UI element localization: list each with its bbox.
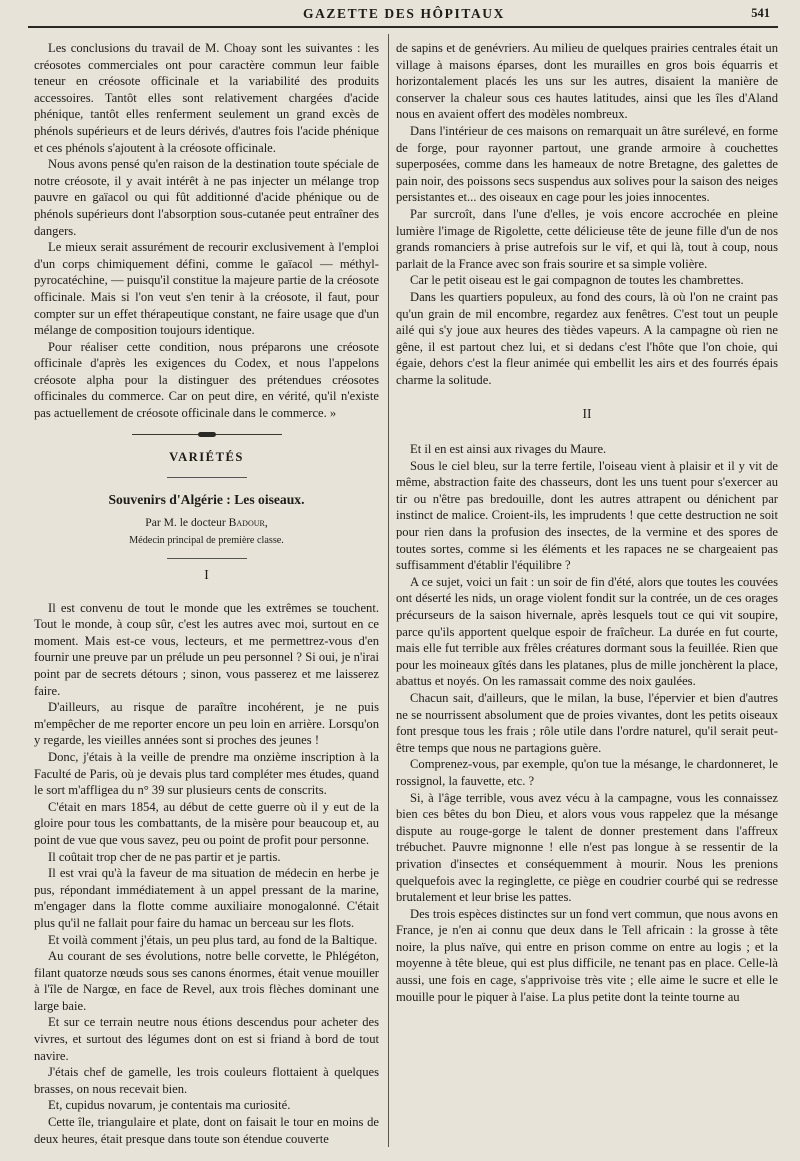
paragraph: Dans l'intérieur de ces maisons on remarquait un âtre surélevé, en forme de forge, pour rayonner partout, une grande armoire à couchettes superposées, comme dans les hameaux de notre Bretagne, des galettes de pain noir, des poissons secs suspendus aux solives pour la saison des neiges persistantes et... des oiseaux en cage pour les joies innocentes.: [396, 123, 778, 205]
paragraph: Au courant de ses évolutions, notre belle corvette, le Phlégéton, filant quatorze nœuds sous ses canons énormes, était venue mouiller à l'île de Nargœ, en face de Revel, aux trois flèches dominant une large baie.: [34, 949, 379, 1013]
paragraph: D'ailleurs, au risque de paraître incohérent, je ne puis m'empêcher de me reporter encore un peu loin en arrière. Lorsqu'on y regarde, les vieilles années sont si proches des jeunes !: [34, 700, 379, 748]
paragraph: Il est convenu de tout le monde que les extrêmes se touchent. Tout le monde, à coup sûr, c'est les autres avec moi, surtout en ce moment. Mais est-ce vous, lecteurs, et me permettrez-vous d'en fournir une preuve par un prélude un peu personnel ? Si oui, je n'irai point par de secrets détours ; sinon, vous passerez et me laisserez faire.: [34, 600, 379, 698]
page-number: 541: [751, 6, 770, 20]
paragraph: Le mieux serait assurément de recourir exclusivement à l'emploi d'un corps chimiquement défini, comme le gaïacol — méthyl-pyrocatéchine, — puisqu'il constitue la majeure partie de la créosote officinale. Mais si l'on veut s'en tenir à la créosote, il faut, pour compter sur un effet thérapeutique constant, ne faire usage que d'un mélange de composition toujours identique.: [34, 240, 379, 338]
paragraph: Il coûtait trop cher de ne pas partir et je partis.: [48, 849, 281, 864]
title-rule: [167, 558, 247, 559]
paragraph: Sous le ciel bleu, sur la terre fertile, l'oiseau vient à plaisir et il y vit de même, abstraction faite des chasseurs, dont les uns tuent pour s'exercer au tir ou n'être pas bredouille, dont les autres attrapent ou dénichent par instinct de malice. Croient-ils, les imprudents ! que cette destruction ne soit pour rien dans la profusion des insectes, de la vermine et des spores de toutes sortes, comme si les éléments et les rapaces ne se chargeaient pas suffisamment d'établir l'équilibre ?: [396, 458, 778, 573]
paragraph: Il est vrai qu'à la faveur de ma situation de médecin en herbe je pus, répondant immédiatement à un appel pressant de la marine, m'engager dans la flotte comme auxiliaire monogalonné. C'était plus qu'il ne fallait pour faire du hamac un berceau sur les flots.: [34, 866, 379, 930]
author-affiliation: Médecin principal de première classe.: [129, 535, 284, 547]
chapter-number: I: [204, 567, 209, 583]
paragraph: Les conclusions du travail de M. Choay sont les suivantes : les créosotes commerciales ont pour caractère commun leur faible teneur en créosote officinale et la variabilité des produits accessoires. Tantôt elles sont relativement chargées d'acide phénique, tantôt elles renferment seulement un grand excès de phénols supérieurs et de leurs dérivés, d'autres fois l'acide phénique et ces phénols s'ajoutent à la créosote officinale.: [34, 41, 379, 155]
left-column: [34, 40, 379, 1151]
paragraph: Et sur ce terrain neutre nous étions descendus pour acheter des vivres, et surtout des légumes dont on est si friand à bord de tout navire.: [34, 1015, 379, 1063]
chapter-number: II: [582, 406, 592, 422]
paragraph: Donc, j'étais à la veille de prendre ma onzième inscription à la Faculté de Paris, où je devais plus tard compléter mes études, quand le sort m'affligea du n° 39 sur plusieurs cents de conscrits.: [34, 749, 379, 798]
paragraph: Et il en est ainsi aux rivages du Maure.: [410, 442, 607, 457]
author-name: Badour,: [228, 515, 268, 529]
byline-prefix: Par M. le docteur: [145, 515, 226, 529]
page-header: [28, 2, 780, 28]
header-rule: [28, 26, 778, 28]
paragraph: de sapins et de genévriers. Au milieu de quelques prairies centrales était un village à maisons éparses, dont les murailles en gros bois équarris et horizontalement placés les uns sur les autres, disaient la manière de conserver la chaleur sous ces hautes latitudes, ainsi que les îles d'Aland nous en avaient offert des modèles nombreux.: [396, 41, 778, 122]
paragraph: Pour réaliser cette condition, nous préparons une créosote officinale d'après les exigences du Codex, et nous l'appelons créosote alpha pour la distinguer des prétendues créosotes officinales du commerce. Car on peut dire, en vérité, qu'il n'existe pas actuellement de créosote officinale dans le commerce. »: [34, 339, 379, 421]
paragraph: Comprenez-vous, par exemple, qu'on tue la mésange, le chardonneret, le rossignol, la fauvette, etc. ?: [396, 757, 778, 788]
article-title: Souvenirs d'Algérie : Les oiseaux.: [108, 492, 305, 508]
paragraph: A ce sujet, voici un fait : un soir de fin d'été, alors que toutes les couvées ont déserté les nids, un orage violent fondit sur la contrée, un de ces orages précurseurs de la saison hivernale, après lesquels tout ce qui vit soupire, parce qu'ils apportent quelque espoir de fraîcheur. La durée en fut courte, mais elle fut terrible aux frêles créatures dormant sous la feuillée. Rien que pour les moineaux gîtés dans les platanes, plus de mille jonchèrent la place, abattus et noyés. On les ramassait comme des noix gaulées.: [396, 574, 778, 689]
section-title: VARIÉTÉS: [169, 449, 244, 464]
paragraph: Des trois espèces distinctes sur un fond vert commun, que nous avons en France, je n'en ai connu que deux dans le Tell africain : la grosse à tête noire, la plus naïve, qui entre en prison comme on entre au logis ; et la moyenne à tête bleue, qui est plus difficile, ne tenant pas en place. Celle-là aussi, une fois en cage, s'apprivoise très vite ; elle aime le sucre et elle le mouille pour le piquer à l'aise. La plus petite dont la teinte tourne au: [396, 906, 778, 1004]
byline: [34, 515, 379, 532]
paragraph: Cette île, triangulaire et plate, dont on faisait le tour en moins de deux heures, était presque dans toute son étendue couverte: [34, 1115, 379, 1146]
paragraph: Et, cupidus novarum, je contentais ma curiosité.: [48, 1098, 291, 1113]
paragraph: Et voilà comment j'étais, un peu plus tard, au fond de la Baltique.: [48, 932, 378, 947]
paragraph: C'était en mars 1854, au début de cette guerre où il y eut de la gloire pour tous les combattants, de la misère pour beaucoup et, au point de vue que vous savez, peu ou point de profit pour personne.: [34, 799, 379, 847]
paragraph: Chacun sait, d'ailleurs, que le milan, la buse, l'épervier et bien d'autres ne se nourrissent absolument que de proies vivantes, dont les petits oiseaux font presque tous les frais ; rôle utile dans l'ordre naturel, qu'il serait peut-être temps que nous ne partagions guère.: [396, 690, 778, 755]
right-column: [396, 40, 778, 1151]
running-title: GAZETTE DES HÔPITAUX: [302, 6, 506, 21]
paragraph: Nous avons pensé qu'en raison de la destination toute spéciale de notre créosote, il y avait intérêt à ne pas injecter un mélange trop pauvre en gaïacol ou qui fût additionné d'acide phénique ou de phénols supérieurs dont l'absorption sous-cutanée peut entraîner des dangers.: [34, 157, 379, 238]
paragraph: Par surcroît, dans l'une d'elles, je vois encore accrochée en pleine lumière l'image de Rigolette, cette délicieuse tête de jeune fille d'un de nos grands romanciers à prise autrefois sur le vif, et qui là, tout à coup, nous parlait de la France avec son frais sourire et sa simple volière.: [396, 206, 778, 271]
column-divider: [388, 34, 389, 1147]
paragraph: Dans les quartiers populeux, au fond des cours, là où l'on ne craint pas qu'un grain de mil encombre, regardez aux fenêtres. C'est tout un peuple ailé qui s'y joue aux heures des tièdes vapeurs. A la campagne où rien ne gêne, il est partout chez lui, et si dedans c'est l'hôte que l'on choie, qui égaie, dehors c'est la fleur animée qui embellit les airs et des fourrés épais charme la solitude.: [396, 289, 778, 387]
title-rule: [167, 477, 247, 478]
section-separator: [132, 434, 282, 435]
paragraph: Car le petit oiseau est le gai compagnon de toutes les chambrettes.: [410, 273, 744, 288]
paragraph: Si, à l'âge terrible, vous avez vécu à la campagne, vous les connaissez bien ces bêtes du bon Dieu, et alors vous vous rappelez que la mésange dispute au rouge-gorge le talent de donner prestement dans l'affreux trébuchet. Pauvre mignonne ! elle n'est pas longue à se ressentir de la privation d'insectes et conséquemment à mourir. Nous les prenions quelquefois avec la reginglette, ce piège en coudrier courbé qui se redresse brutalement et leur brise les pattes.: [396, 790, 778, 905]
paragraph: J'étais chef de gamelle, les trois couleurs flottaient à quelques brasses, on nous recevait bien.: [34, 1065, 379, 1096]
